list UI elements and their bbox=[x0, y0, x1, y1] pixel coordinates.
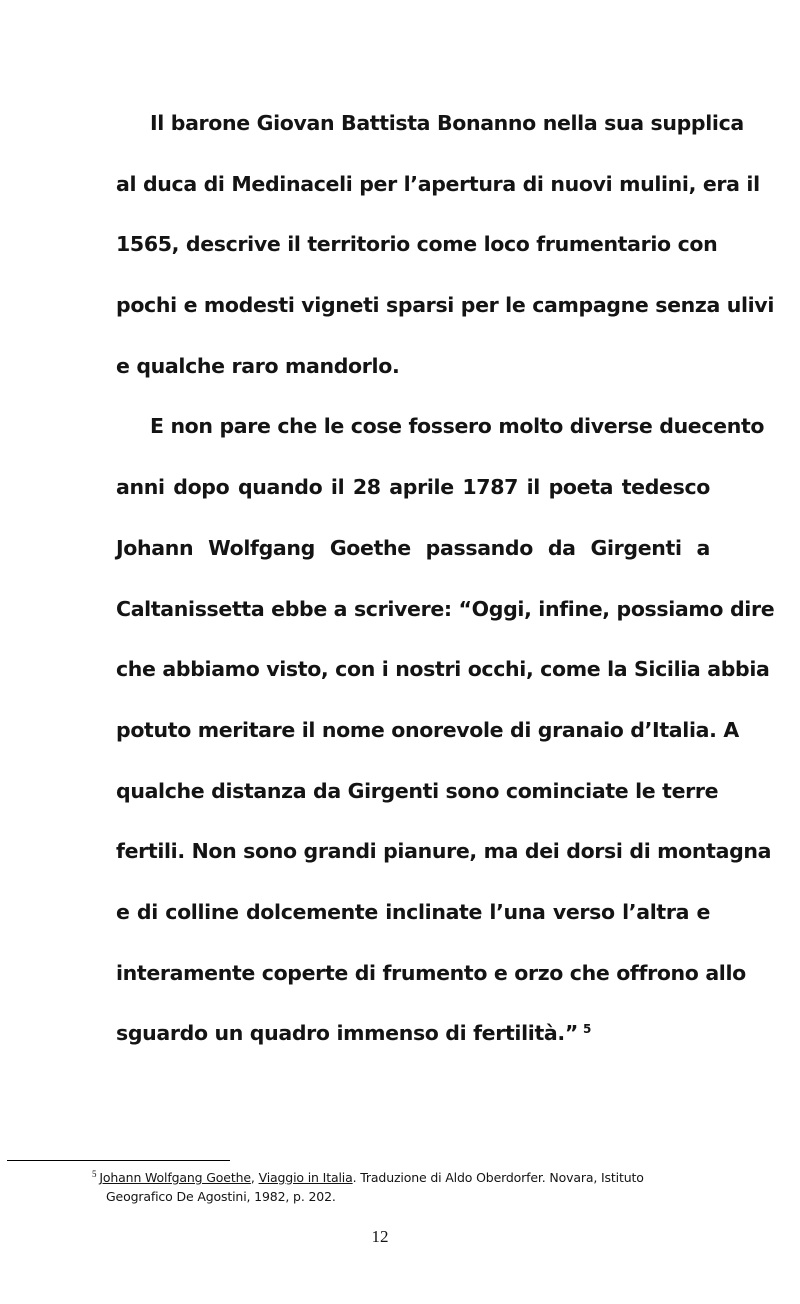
page-number: 12 bbox=[371, 1227, 389, 1246]
text-line: che abbiamo visto, con i nostri occhi, come la Sicilia abbia bbox=[116, 657, 770, 682]
footnote-author-link[interactable]: Johann Wolfgang Goethe bbox=[99, 1170, 251, 1185]
quote-end-text: sguardo un quadro immenso di fertilità.” bbox=[116, 1021, 578, 1046]
footnote-citation-text: . Traduzione di Aldo Oberdorfer. Novara, Istituto bbox=[352, 1170, 644, 1185]
footnote-separator bbox=[7, 1160, 230, 1161]
text-line: fertili. Non sono grandi pianure, ma dei dorsi di montagna bbox=[116, 839, 772, 864]
text-line: e qualche raro mandorlo. bbox=[116, 353, 400, 378]
text-line: qualche distanza da Girgenti sono cominciate le terre bbox=[116, 778, 719, 803]
body-text bbox=[116, 93, 775, 1064]
text-line: Caltanissetta ebbe a scrivere: “Oggi, infine, possiamo dire bbox=[116, 596, 775, 621]
footnote-line-2: Geografico De Agostini, 1982, p. 202. bbox=[106, 1189, 336, 1204]
text-line: al duca di Medinaceli per l’apertura di nuovi mulini, era il bbox=[116, 171, 760, 196]
text-line: potuto meritare il nome onorevole di granaio d’Italia. A bbox=[116, 717, 739, 742]
footnote-reference[interactable]: 5 bbox=[582, 1022, 591, 1037]
text-line: Il barone Giovan Battista Bonanno nella sua supplica bbox=[150, 111, 744, 135]
text-line: pochi e modesti vigneti sparsi per le campagne senza ulivi bbox=[116, 293, 775, 318]
footnote bbox=[92, 1168, 722, 1206]
text-line: anni dopo quando il 28 aprile 1787 il poeta tedesco bbox=[116, 475, 710, 500]
text-line: interamente coperte di frumento e orzo che offrono allo bbox=[116, 960, 746, 985]
text-line-last bbox=[116, 1003, 710, 1064]
footnote-number: 5 bbox=[92, 1169, 97, 1179]
footnote-line-1 bbox=[92, 1168, 722, 1187]
footnote-separator-text: , bbox=[250, 1170, 259, 1185]
text-line: Johann Wolfgang Goethe passando da Girgenti a bbox=[116, 535, 710, 560]
text-line: 1565, descrive il territorio come loco frumentario con bbox=[116, 232, 718, 257]
footnote-title-link[interactable]: Viaggio in Italia bbox=[258, 1170, 353, 1185]
text-line: e di colline dolcemente inclinate l’una verso l’altra e bbox=[116, 899, 710, 924]
text-line: E non pare che le cose fossero molto diverse duecento bbox=[150, 414, 765, 439]
